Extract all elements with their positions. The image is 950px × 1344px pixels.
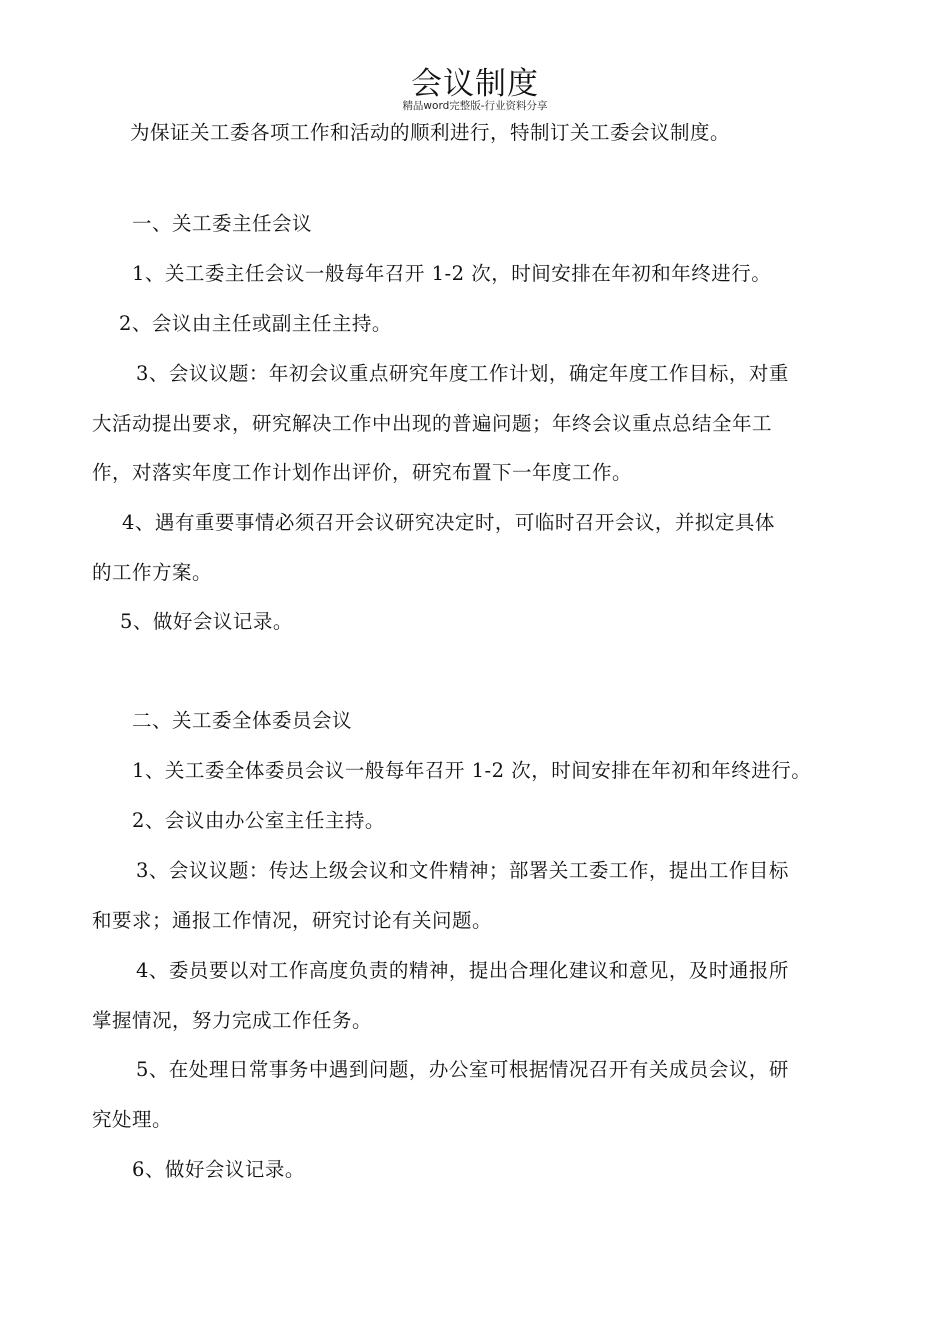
section2-item6: 6、做好会议记录。 [132,1158,305,1181]
section1-item1: 1、关工委主任会议一般每年召开 1-2 次，时间安排在年初和年终进行。 [132,262,772,285]
page-title: 会议制度 [411,66,539,102]
section2-item1: 1、关工委全体委员会议一般每年召开 1-2 次，时间安排在年初和年终进行。 [132,759,812,782]
section2-item3-line1: 3、会议议题：传达上级会议和文件精神；部署关工委工作，提出工作目标 [136,859,789,882]
section1-heading: 一、关工委主任会议 [132,212,313,235]
section2-item4-line2: 掌握情况，努力完成工作任务。 [92,1009,373,1032]
section2-item2: 2、会议由办公室主任主持。 [132,809,385,832]
section1-item3-line1: 3、会议议题：年初会议重点研究年度工作计划，确定年度工作目标，对重 [136,362,789,385]
section1-item3-line3: 作，对落实年度工作计划作出评价，研究布置下一年度工作。 [92,461,633,484]
intro-paragraph: 为保证关工委各项工作和活动的顺利进行，特制订关工委会议制度。 [130,121,731,144]
section2-heading: 二、关工委全体委员会议 [132,709,353,732]
section1-item2: 2、会议由主任或副主任主持。 [119,312,392,335]
section2-item3-line2: 和要求；通报工作情况，研究讨论有关问题。 [92,909,493,932]
section2-item5-line1: 5、在处理日常事务中遇到问题，办公室可根据情况召开有关成员会议，研 [136,1058,789,1081]
section1-item3-line2: 大活动提出要求，研究解决工作中出现的普遍问题；年终会议重点总结全年工 [92,412,773,435]
section1-item4-line2: 的工作方案。 [92,561,213,584]
section1-item4-line1: 4、遇有重要事情必须召开会议研究决定时，可临时召开会议，并拟定具体 [122,511,775,534]
watermark-subtitle: 精品word完整版-行业资料分享 [402,100,548,112]
section2-item4-line1: 4、委员要以对工作高度负责的精神，提出合理化建议和意见，及时通报所 [136,959,789,982]
section2-item5-line2: 究处理。 [92,1108,173,1131]
section1-item5: 5、做好会议记录。 [120,610,293,633]
